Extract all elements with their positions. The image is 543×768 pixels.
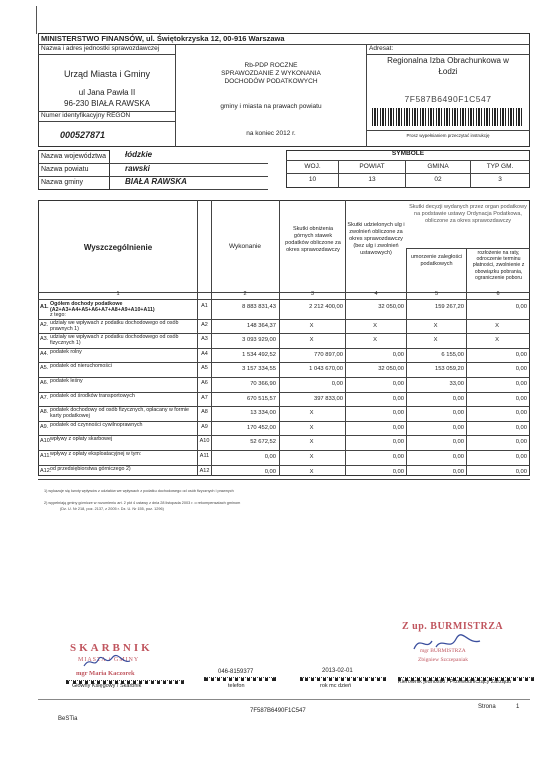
row-label: podatek od nieruchomości: [50, 363, 112, 370]
row-symbol: A10: [199, 438, 210, 445]
footnote-2: 2) wypełniają gminy górnicze w rozumieniu art. 2 pkt 4 ustawy z dnia 28 listopada 2003 r. o rekompensatach gminom: [44, 501, 241, 505]
row-symbol: A12: [199, 467, 210, 474]
stamp-name-left: mgr Maria Kaczorek: [76, 670, 135, 677]
row-value-3: X: [309, 468, 314, 475]
row-value-3: X: [309, 424, 314, 431]
report-line4: gminy i miasta na prawach powiatu: [220, 103, 322, 110]
col-head-c: umorzenie zaległości podatkowych: [410, 254, 463, 267]
sym-head-powiat: POWIAT: [359, 163, 385, 170]
col-head-wyk: Wykonanie: [228, 243, 262, 250]
stamp-zup: Z up. BURMISTRZA: [402, 621, 504, 632]
phone-value: 046-8159377: [218, 669, 254, 675]
row-label: udziały we wpływach z podatku dochodowego od osób prawnych 1): [50, 319, 179, 332]
col-num-6: 6: [496, 291, 500, 297]
footnote-3: (Dz. U. Nr 218, poz. 2137, z 2005 r. Dz. U. Nr 155, poz. 1296): [60, 507, 164, 511]
row-value-5: 0,00: [452, 424, 464, 431]
row-value-5: 159 267,20: [434, 304, 464, 310]
row-value-5: X: [433, 322, 438, 329]
row-symbol: A6: [201, 380, 208, 386]
row-value-2: 0,00: [264, 468, 276, 475]
row-value-6: 0,00: [515, 468, 527, 475]
row-value-6: 0,00: [515, 439, 527, 446]
row-value-6: 0,00: [515, 410, 527, 417]
row-value-5: 0,00: [452, 395, 464, 402]
footer-rule: [38, 699, 530, 700]
row-value-4: 0,00: [392, 381, 404, 387]
regon-label: Numer identyfikacyjny REGON: [41, 112, 131, 119]
row-label: podatek rolny: [50, 348, 82, 355]
row-value-3: 397 833,00: [313, 395, 343, 402]
col-head-d: rozłożenie na raty, odroczenie terminu płatności, zwolnienie z obowiązku pobrania, ograniczenie poboru: [472, 250, 525, 281]
row-value-3: X: [309, 322, 314, 329]
gmina-value: BIAŁA RAWSKA: [125, 177, 187, 186]
report-line1: Rb-PDP ROCZNE: [244, 62, 298, 69]
row-code: A1.: [40, 304, 49, 310]
row-value-2: 52 672,52: [250, 439, 276, 446]
row-value-2: 170 452,00: [246, 424, 276, 431]
row-label: udziały we wpływach z podatku dochodowego od osób fizycznych 1): [50, 334, 179, 347]
row-value-6: 0,00: [515, 381, 527, 387]
row-value-3: 770 897,00: [313, 351, 343, 358]
left-margin-line: [36, 6, 38, 34]
row-code: A6.: [40, 380, 49, 386]
row-value-4: 0,00: [392, 424, 404, 431]
unit-name-label: Nazwa i adres jednostki sprawozdawczej: [41, 45, 160, 52]
row-value-2: 3 093 929,00: [242, 337, 276, 344]
row-value-2: 8 883 831,43: [242, 304, 276, 310]
row-value-2: 70 366,90: [250, 381, 276, 387]
row-value-3: X: [309, 439, 314, 446]
row-label: od przedsiębiorstwa górniczego 2): [50, 465, 131, 472]
row-value-6: 0,00: [515, 304, 527, 310]
row-symbol: A7: [201, 394, 208, 401]
row-value-4: 32 050,00: [378, 366, 404, 373]
row-label: wpływy z opłaty skarbowej: [50, 436, 113, 443]
col-num-2: 2: [243, 291, 247, 297]
gmina-label: Nazwa gminy: [41, 179, 84, 186]
row-code: A11.: [40, 453, 51, 459]
row-value-3: 0,00: [331, 381, 343, 387]
col-head-b: Skutki udzielonych ulg i zwolnień obliczone za okres sprawozdawczy (bez ulg i zwolnień ustawowych): [347, 222, 405, 256]
symbols-label: SYMBOLE: [391, 150, 425, 157]
row-value-3: X: [309, 454, 314, 460]
woj-value: łódzkie: [125, 150, 153, 159]
row-value-5: 153 059,20: [434, 366, 464, 373]
row-value-2: 3 157 334,55: [242, 366, 276, 373]
sym-head-typ: TYP GM.: [486, 163, 514, 170]
footnote-1: 1) wykazuje się kwoty wpływów z udziałów we wpływach z podatku dochodowego od osób fizycznych i prawnych: [44, 489, 234, 493]
row-value-4: 0,00: [392, 468, 404, 475]
pow-value: rawski: [125, 164, 150, 173]
sym-val-woj: 10: [308, 176, 317, 183]
row-code: A4.: [40, 350, 49, 357]
stamp-name-right: Zbigniew Szczepaniak: [418, 657, 468, 663]
row-value-5: 6 155,00: [441, 351, 464, 358]
row-value-4: 0,00: [392, 454, 404, 460]
row-value-4: 0,00: [392, 439, 404, 446]
row-value-6: 0,00: [515, 424, 527, 431]
row-value-2: 1 534 492,52: [242, 351, 276, 358]
row-value-6: X: [495, 337, 499, 344]
row-code: A12.: [40, 467, 52, 474]
row-value-6: 0,00: [515, 454, 527, 460]
row-value-4: X: [373, 337, 377, 344]
row-value-4: 32 050,00: [378, 304, 404, 310]
row-code: A2.: [40, 321, 49, 328]
row-symbol: A11: [199, 453, 210, 459]
row-symbol: A2: [201, 321, 208, 328]
row-value-4: 0,00: [392, 395, 404, 402]
date-label: rok mc dzień: [320, 683, 352, 689]
pow-label: Nazwa powiatu: [41, 166, 89, 173]
col-head-a: Skutki obniżenia górnych stawek podatków obliczone za okres sprawozdawczy: [285, 226, 341, 253]
row-label: podatek od czynności cywilnoprawnych: [50, 421, 143, 428]
addressee-line2: Łodzi: [438, 67, 458, 76]
row-value-3: 2 212 400,00: [309, 304, 343, 310]
page-number: 1: [516, 704, 520, 710]
row-code: A5.: [40, 365, 49, 372]
row-label: podatek dochodowy od osób fizycznych, opłacany w formie karty podatkowej: [50, 407, 189, 420]
row-symbol: A1: [201, 303, 208, 309]
role-right: Kierownik jednostki / Przewodniczący Zarządu: [398, 679, 512, 685]
barcode: [372, 108, 522, 126]
row-value-3: X: [309, 337, 314, 344]
addressee-line1: Regionalna Izba Obrachunkowa w: [387, 56, 509, 65]
row-value-3: X: [309, 410, 314, 417]
sym-head-gmina: GMINA: [427, 163, 449, 170]
row-value-5: 0,00: [452, 468, 464, 475]
row-value-2: 13 334,00: [250, 410, 276, 417]
document-id: 7F587B6490F1C547: [404, 94, 492, 104]
regon-value: 000527871: [60, 130, 106, 140]
row-symbol: A4: [201, 350, 208, 357]
row-value-2: 670 515,57: [246, 395, 276, 402]
stamp-miasta: MIASTA i GMINY: [78, 657, 140, 663]
unit-postal: 96-230 BIAŁA RAWSKA: [64, 99, 150, 108]
row-value-6: X: [495, 322, 499, 329]
role-left: Główny Księgowy / Skarbnik: [72, 683, 142, 689]
row-code: A7.: [40, 394, 49, 401]
row-code: A3.: [40, 336, 49, 343]
page-label: Strona: [478, 704, 496, 710]
row-label: Ogółem dochody podatkowe (A2+A3+A4+A5+A6+A7+A8+A9+A10+A11): [50, 301, 155, 314]
sym-val-powiat: 13: [368, 176, 376, 183]
row-value-4: 0,00: [392, 351, 404, 358]
unit-name: Urząd Miasta i Gminy: [63, 69, 151, 79]
col-head-spec: Wyszczególnienie: [83, 243, 153, 252]
row-value-4: X: [373, 322, 377, 329]
row-value-6: 0,00: [515, 366, 527, 373]
phone-label: telefon: [228, 683, 245, 689]
row-value-4: 0,00: [392, 410, 404, 417]
row-value-2: 148 364,37: [246, 322, 276, 329]
row-value-3: 1 043 670,00: [309, 366, 343, 373]
report-line3: DOCHODÓW PODATKOWYCH: [224, 78, 318, 85]
row-value-2: 0,00: [264, 454, 276, 460]
stamp-skarbnik: SKARBNIK: [70, 642, 153, 654]
sym-head-woj: WOJ.: [304, 163, 321, 170]
row-value-5: 0,00: [452, 439, 464, 446]
row-sub: z tego:: [50, 311, 66, 318]
woj-label: Nazwa województwa: [41, 153, 106, 160]
row-value-5: X: [433, 337, 438, 344]
row-label: podatek leśny: [50, 378, 83, 384]
row-value-6: 0,00: [515, 351, 527, 358]
row-code: A10.: [40, 438, 52, 445]
report-period: na koniec 2012 r.: [246, 130, 296, 137]
row-label: wpływy z opłaty eksploatacyjnej w tym:: [50, 451, 142, 457]
row-symbol: A5: [201, 365, 208, 372]
row-value-5: 33,00: [449, 381, 464, 387]
signature-left: [82, 654, 132, 670]
sym-val-gmina: 02: [434, 176, 442, 183]
footer-doc-id: 7F587B6490F1C547: [250, 708, 306, 714]
software-name: BeSTia: [58, 716, 78, 722]
row-label: podatek od środków transportowych: [50, 392, 135, 399]
row-symbol: A8: [201, 409, 208, 416]
row-value-5: 0,00: [452, 410, 464, 417]
row-symbol: A3: [201, 336, 208, 343]
col-num-3: 3: [310, 291, 315, 297]
col-num-5: 5: [434, 291, 439, 297]
report-line2: SPRAWOZDANIE Z WYKONANIA: [221, 70, 321, 77]
col-head-group: Skutki decyzji wydanych przez organ podatkowy na podstawie ustawy Ordynacja Podatkowa, obliczone za okres sprawozdawczy: [409, 204, 527, 224]
row-code: A9.: [40, 423, 49, 430]
row-symbol: A9: [201, 423, 208, 430]
row-value-6: 0,00: [515, 395, 527, 402]
sym-val-typ: 3: [498, 176, 502, 183]
barcode-caption: Prosz wypełnianiem przeczytać instrukcję: [406, 133, 490, 138]
stamp-title-right: mgr BURMISTRZA: [420, 648, 466, 654]
col-num-4: 4: [374, 291, 378, 297]
unit-street: ul Jana Pawła II: [78, 88, 136, 97]
addressee-label: Adresat:: [369, 45, 394, 52]
row-value-5: 0,00: [452, 454, 464, 460]
ministry-line: MINISTERSTWO FINANSÓW, ul. Świętokrzyska 12, 00-916 Warszawa: [41, 34, 285, 43]
col-num-1: 1: [116, 291, 120, 297]
row-code: A8.: [40, 409, 49, 416]
date-value: 2013-02-01: [322, 668, 353, 674]
